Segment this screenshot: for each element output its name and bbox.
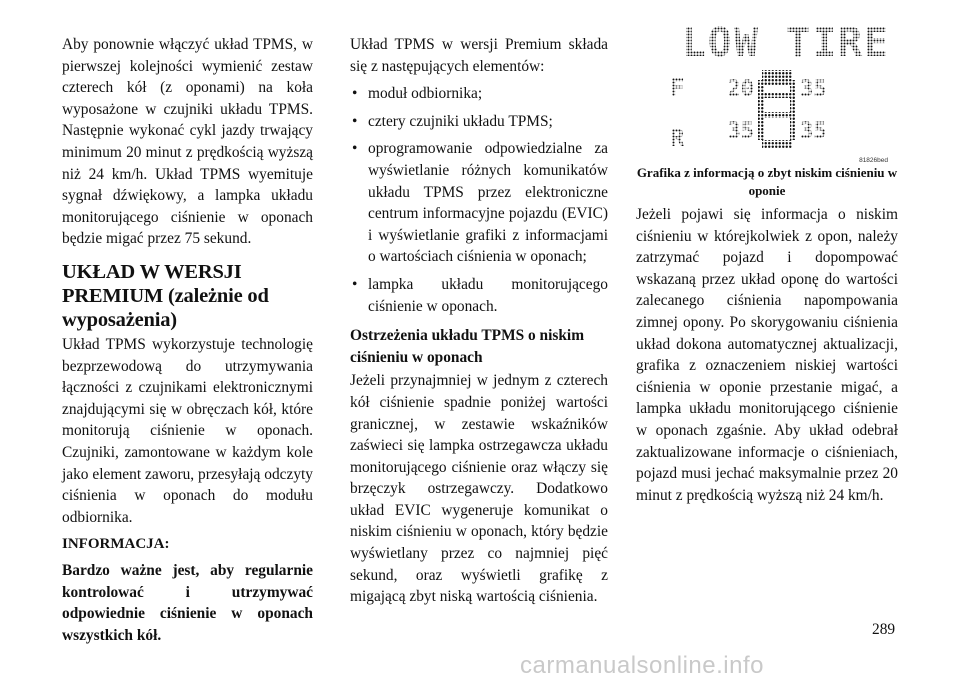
warnings-subheading: Ostrzeżenia układu TPMS o niskim ciśnieniu w oponach bbox=[350, 327, 585, 366]
figure-id: 81826bed bbox=[859, 157, 888, 164]
list-item: • lampka układu monitorującego ciśnienie w oponach. bbox=[352, 275, 608, 315]
figure-caption: Grafika z informacją o zbyt niskim ciśnieniu w oponie bbox=[636, 165, 898, 198]
left-column bbox=[62, 34, 313, 647]
right-column bbox=[636, 20, 898, 506]
front-left-pressure: 20 bbox=[727, 77, 754, 102]
front-label: F bbox=[670, 74, 685, 102]
warnings-paragraph: Jeżeli przynajmniej w jednym z czterech kół ciśnienie spadnie poniżej wartości granicznej, w zestawie wskaźników zaświeci się lampka ostrzegawcza układu monitorującego ciśnienie oraz włączy się brzęczyk ostrzegawczy. Dodatkowo układ EVIC wygeneruje komunikat o niskim ciśnieniu w oponach, który będzie wyświetlany przez co najmniej pięć sekund, oraz wyświetli grafikę z migającą zbyt niską wartością ciśnienia. bbox=[350, 372, 608, 606]
evic-display-illustration bbox=[666, 12, 896, 160]
front-right-pressure: 35 bbox=[800, 77, 827, 102]
info-text: Bardzo ważne jest, aby regularnie kontrolować i utrzymywać odpowiednie ciśnienie w oponach wszystkich kół. bbox=[62, 562, 313, 645]
info-heading: INFORMACJA: bbox=[62, 536, 170, 553]
components-list bbox=[350, 83, 608, 317]
bullet-icon: • bbox=[352, 112, 358, 130]
reenable-paragraph: Aby ponownie włączyć układ TPMS, w pierwszej kolejności wymienić zestaw czterech kół (z oponami) na koła wyposażone w czujniki układu TPMS. Następnie wykonać cykl jazdy trwający minimum 20 minut z prędkością wyższą niż 24 km/h. Układ TPMS wyemituje sygnał dźwiękowy, a lampka układu monitorującego ciśnienie w oponach będzie migać przez 75 sekund. bbox=[62, 36, 313, 248]
rear-left-pressure: 35 bbox=[727, 119, 754, 144]
watermark: carmanualsonline.info bbox=[520, 652, 764, 679]
page-number: 289 bbox=[872, 621, 896, 638]
list-item: • moduł odbiornika; bbox=[350, 83, 608, 105]
bullet-icon: • bbox=[352, 275, 358, 293]
bullet-icon: • bbox=[352, 140, 358, 158]
section-heading: UKŁAD W WERSJI PREMIUM (zależnie od wyposażenia) bbox=[62, 260, 269, 331]
bullet-icon: • bbox=[352, 85, 358, 103]
premium-description: Układ TPMS wykorzystuje technologię bezprzewodową do utrzymywania łączności z czujnikami elektronicznymi znajdującymi się w obręczach kół, które monitorują ciśnienie w oponach. Czujniki, zamontowane w każdym kole jako element zaworu, przesyłają odczyty ciśnienia w oponach do modułu odbiornika. bbox=[62, 335, 313, 526]
display-title: LOW TIRE bbox=[681, 20, 891, 66]
low-tire-display-figure bbox=[666, 12, 896, 162]
list-item: • oprogramowanie odpowiedzialne za wyświetlanie różnych komunikatów układu TPMS przez elektroniczne centrum informacyjne pojazdu (EVIC) i wyświetlanie grafiki z informacjami o wartościach ciśnienia w oponach; bbox=[352, 140, 608, 266]
list-item: • cztery czujniki układu TPMS; bbox=[350, 111, 608, 133]
rear-right-pressure: 35 bbox=[800, 119, 827, 144]
middle-column bbox=[350, 34, 608, 608]
low-pressure-instructions: Jeżeli pojawi się informacja o niskim ciśnieniu w którejkolwiek z opon, należy zatrzymać pojazd i dopompować wskazaną przez układ oponę do wartości zalecanego ciśnienia napompowania zimnej opony. Po skorygowaniu ciśnienia układ dokona automatycznej aktualizacji, grafika z oznaczeniem niskiej wartości ciśnienia w oponie przestanie migać, a lampka układu monitorującego ciśnienie w oponach zgaśnie. Aby układ odebrał zaktualizowane informacje o ciśnieniach, pojazd musi jechać maksymalnie przez 20 minut z prędkością wyższą niż 24 km/h. bbox=[636, 206, 898, 504]
components-intro: Układ TPMS w wersji Premium składa się z następujących elementów: bbox=[350, 36, 608, 75]
rear-label: R bbox=[670, 124, 685, 152]
car-top-view-icon bbox=[758, 70, 796, 148]
